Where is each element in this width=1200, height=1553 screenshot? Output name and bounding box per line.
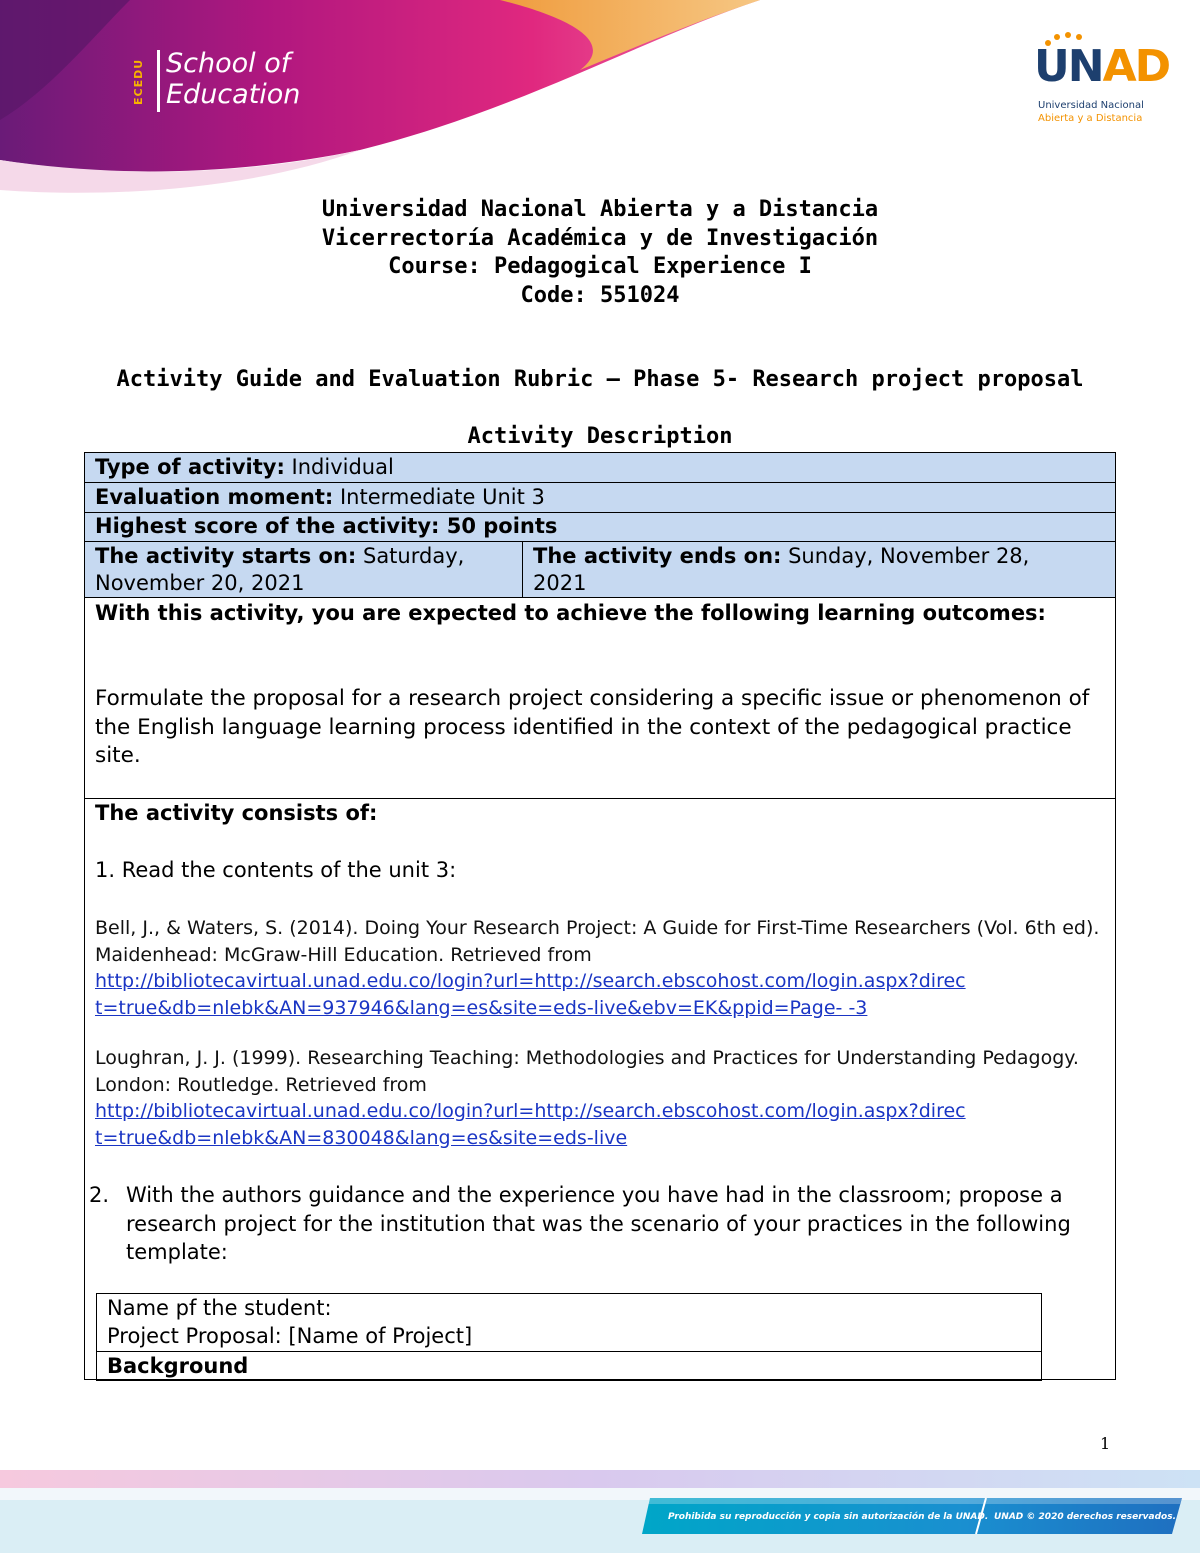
document-header [0,196,1200,310]
reference-loughran [95,1045,1105,1151]
activity-consists-heading: The activity consists of: [95,801,378,825]
footer-copy-notice: Prohibida su reproducción y copia sin autorización de la UNAD. [668,1512,989,1522]
starts-value: Saturday, [356,544,465,568]
activity-description-title: Activity Description [467,424,733,449]
reference-link-part1[interactable]: http://bibliotecavirtual.unad.edu.co/login?url=http://search.ebscohost.com/login.aspx?direc [95,1100,966,1122]
template-row-student [97,1294,1041,1352]
reference-link-part1[interactable]: http://bibliotecavirtual.unad.edu.co/login?url=http://search.ebscohost.com/login.aspx?direc [95,970,966,992]
template-project: Project Proposal: [Name of Project] [107,1324,473,1348]
row-highest-score [85,513,1115,542]
learning-outcomes-text: Formulate the proposal for a research project considering a specific issue or phenomenon of the English language learning process identified in the context of the pedagogical practice site. [95,686,1090,768]
guide-title: Activity Guide and Evaluation Rubric – Phase 5- Research project proposal [116,367,1084,392]
template-student: Name pf the student: [107,1296,332,1320]
course-code: Code: 551024 [520,282,680,308]
logo-divider [157,50,160,112]
learning-outcomes-heading: With this activity, you are expected to achieve the following learning outcomes: [95,601,1046,625]
row-evaluation-moment [85,483,1115,513]
unad-wordmark-un: UN [1034,41,1103,92]
reference-link[interactable] [95,1100,966,1149]
type-label: Type of activity: [95,455,285,479]
start-date-cell [85,542,523,597]
page-number: 1 [1100,1434,1111,1453]
template-background: Background [107,1354,249,1378]
starts-label: The activity starts on: [95,544,357,568]
reference-link[interactable] [95,970,966,1019]
step-2-text: With the authors guidance and the experience you have had in the classroom; propose a research project for the institution that was the scenario of your practices in the following template: [126,1183,1071,1264]
proposal-template-table [96,1293,1042,1381]
unad-wordmark [1034,41,1170,92]
footer-copyright: UNAD © 2020 derechos reservados. [994,1512,1177,1522]
school-name-line1: School of [166,48,291,79]
reference-text: Loughran, J. J. (1999). Researching Teaching: Methodologies and Practices for Understanding Pedagogy. London: Routledge. Retrieved from [95,1047,1079,1096]
end-date-cell [523,542,1115,597]
row-type-of-activity [85,453,1115,483]
ends-label: The activity ends on: [533,544,782,568]
unad-wordmark-ad: AD [1102,41,1170,92]
type-value: Individual [284,455,394,479]
starts-value-date: November 20, 2021 [95,571,305,595]
activity-table [84,452,1116,1380]
reference-link-part2[interactable]: t=true&db=nlebk&AN=937946&lang=es&site=eds-live&ebv=EK&ppid=Page- -3 [95,996,868,1019]
moment-value: Intermediate Unit 3 [333,485,545,509]
unad-subtitle-2: Abierta y a Distancia [1038,113,1143,124]
score-label: Highest score of the activity: 50 points [95,514,558,538]
course-name: Course: Pedagogical Experience I [388,254,812,279]
row-dates [85,542,1115,598]
step-2-number: 2. [89,1183,110,1207]
unad-subtitle-1: Universidad Nacional [1038,100,1144,111]
school-name [166,48,300,110]
ecedu-label: ECEDU [132,58,145,106]
reference-link-part2[interactable]: t=true&db=nlebk&AN=830048&lang=es&site=eds-live [95,1126,628,1149]
ends-value: Sunday, November 28, [781,544,1030,568]
reference-bell-waters [95,915,1105,1021]
moment-label: Evaluation moment: [95,485,334,509]
university-name: Universidad Nacional Abierta y a Distancia [321,197,879,222]
vice-rectory: Vicerrectoría Académica y de Investigación [321,225,879,251]
school-of-education-logo [132,44,332,124]
reference-text: Bell, J., & Waters, S. (2014). Doing Your Research Project: A Guide for First-Time Researchers (Vol. 6th ed). Maidenhead: McGraw-Hill Education. Retrieved from [95,917,1100,966]
ends-value-year: 2021 [533,571,587,595]
step-1-text: 1. Read the contents of the unit 3: [95,858,457,882]
school-name-line2: Education [166,79,301,110]
unad-logo [1034,30,1170,130]
